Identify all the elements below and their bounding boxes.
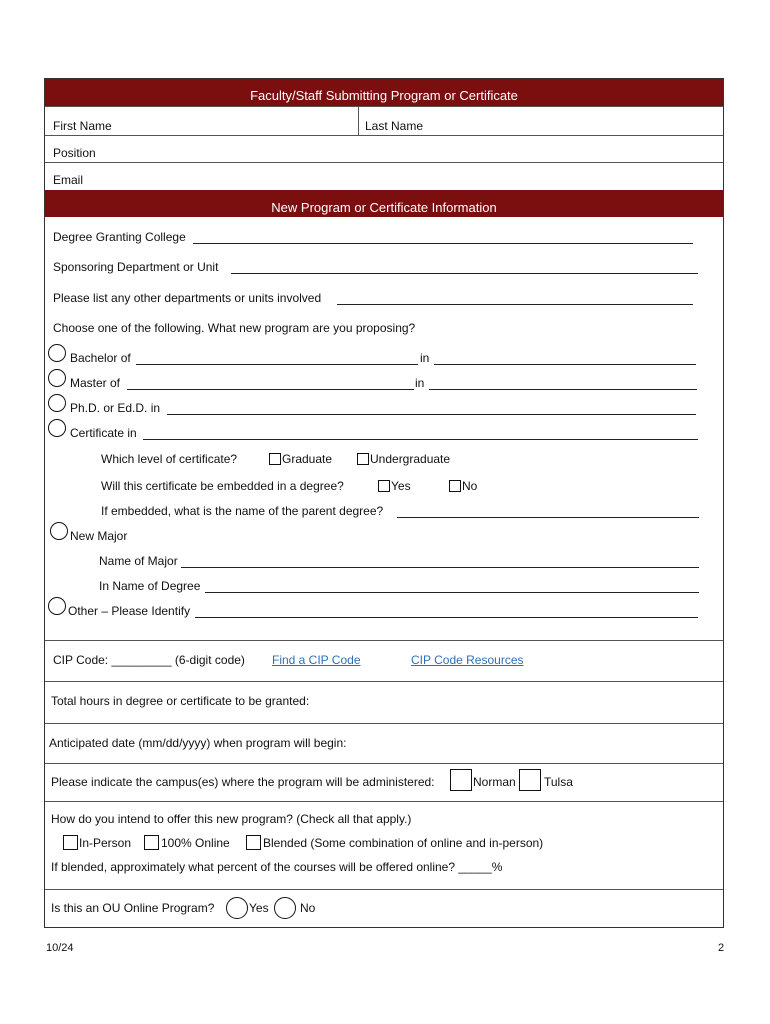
ou-online-yes-radio[interactable] <box>226 897 248 919</box>
total-hours-label[interactable]: Total hours in degree or certificate to be granted: <box>51 694 310 708</box>
ou-online-question: Is this an OU Online Program? <box>51 901 215 915</box>
cip-code-label: CIP Code: _________ (6-digit code) <box>53 653 245 667</box>
certificate-line[interactable] <box>143 439 698 440</box>
other-line[interactable] <box>195 617 698 618</box>
graduate-checkbox[interactable] <box>269 453 281 465</box>
bachelor-radio[interactable] <box>48 344 66 362</box>
email-field[interactable]: Email <box>53 173 84 187</box>
first-name-field[interactable]: First Name <box>53 119 112 133</box>
ou-online-no-label: No <box>300 901 316 915</box>
in-person-label: In-Person <box>79 836 132 850</box>
other-depts-line[interactable] <box>337 304 693 305</box>
blended-checkbox[interactable] <box>246 835 261 850</box>
other-radio[interactable] <box>48 597 66 615</box>
blended-label: Blended (Some combination of online and in-person) <box>263 836 544 850</box>
bachelor-in-label: in <box>420 351 430 365</box>
bachelor-line[interactable] <box>136 364 418 365</box>
embedded-yes-checkbox[interactable] <box>378 480 390 492</box>
position-field[interactable]: Position <box>53 146 96 160</box>
footer-date: 10/24 <box>46 942 74 954</box>
cert-level-label: Which level of certificate? <box>101 452 238 466</box>
master-radio[interactable] <box>48 369 66 387</box>
undergraduate-label: Undergraduate <box>370 452 451 466</box>
new-major-radio[interactable] <box>50 522 68 540</box>
phd-radio[interactable] <box>48 394 66 412</box>
graduate-label: Graduate <box>282 452 333 466</box>
ou-online-yes-label: Yes <box>249 901 269 915</box>
master-line[interactable] <box>127 389 414 390</box>
tulsa-label: Tulsa <box>544 775 573 789</box>
online-checkbox[interactable] <box>144 835 159 850</box>
ou-online-no-radio[interactable] <box>274 897 296 919</box>
blended-percent-label[interactable]: If blended, approximately what percent of the courses will be offered online? _____% <box>51 860 503 874</box>
new-major-label: New Major <box>70 529 128 543</box>
embedded-question: Will this certificate be embedded in a degree? <box>101 479 344 493</box>
norman-checkbox[interactable] <box>450 769 472 791</box>
bachelor-in-line[interactable] <box>434 364 696 365</box>
phd-label: Ph.D. or Ed.D. in <box>70 401 161 415</box>
in-name-of-degree-label: In Name of Degree <box>99 579 201 593</box>
certificate-radio[interactable] <box>48 419 66 437</box>
phd-line[interactable] <box>167 414 696 415</box>
sponsoring-dept-label: Sponsoring Department or Unit <box>53 260 219 274</box>
master-label: Master of <box>70 376 121 390</box>
embedded-no-checkbox[interactable] <box>449 480 461 492</box>
degree-college-label: Degree Granting College <box>53 230 186 244</box>
in-person-checkbox[interactable] <box>63 835 78 850</box>
last-name-field[interactable]: Last Name <box>365 119 424 133</box>
find-cip-link[interactable]: Find a CIP Code <box>272 653 361 667</box>
master-in-line[interactable] <box>429 389 697 390</box>
embedded-no-label: No <box>462 479 478 493</box>
norman-label: Norman <box>473 775 516 789</box>
name-of-major-label: Name of Major <box>99 554 178 568</box>
campus-question: Please indicate the campus(es) where the program will be administered: <box>51 775 435 789</box>
name-of-major-line[interactable] <box>181 567 699 568</box>
other-depts-label: Please list any other departments or units involved <box>53 291 322 305</box>
online-label: 100% Online <box>161 836 230 850</box>
choose-prompt: Choose one of the following. What new program are you proposing? <box>53 321 416 335</box>
embedded-yes-label: Yes <box>391 479 411 493</box>
section-header-program: New Program or Certificate Information <box>45 190 723 217</box>
undergraduate-checkbox[interactable] <box>357 453 369 465</box>
offer-question: How do you intend to offer this new program? (Check all that apply.) <box>51 812 412 826</box>
parent-degree-line[interactable] <box>397 517 699 518</box>
tulsa-checkbox[interactable] <box>519 769 541 791</box>
cip-resources-link[interactable]: CIP Code Resources <box>411 653 524 667</box>
page-number: 2 <box>718 942 725 954</box>
master-in-label: in <box>415 376 425 390</box>
section-header-submitter: Faculty/Staff Submitting Program or Certificate <box>45 79 723 106</box>
sponsoring-dept-line[interactable] <box>231 273 698 274</box>
in-name-of-degree-line[interactable] <box>205 592 699 593</box>
certificate-label: Certificate in <box>70 426 137 440</box>
anticipated-date-label[interactable]: Anticipated date (mm/dd/yyyy) when program will begin: <box>49 736 347 750</box>
degree-college-line[interactable] <box>193 243 693 244</box>
parent-degree-label: If embedded, what is the name of the parent degree? <box>101 504 384 518</box>
form-frame <box>44 78 724 928</box>
other-label: Other – Please Identify <box>68 604 191 618</box>
bachelor-label: Bachelor of <box>70 351 131 365</box>
